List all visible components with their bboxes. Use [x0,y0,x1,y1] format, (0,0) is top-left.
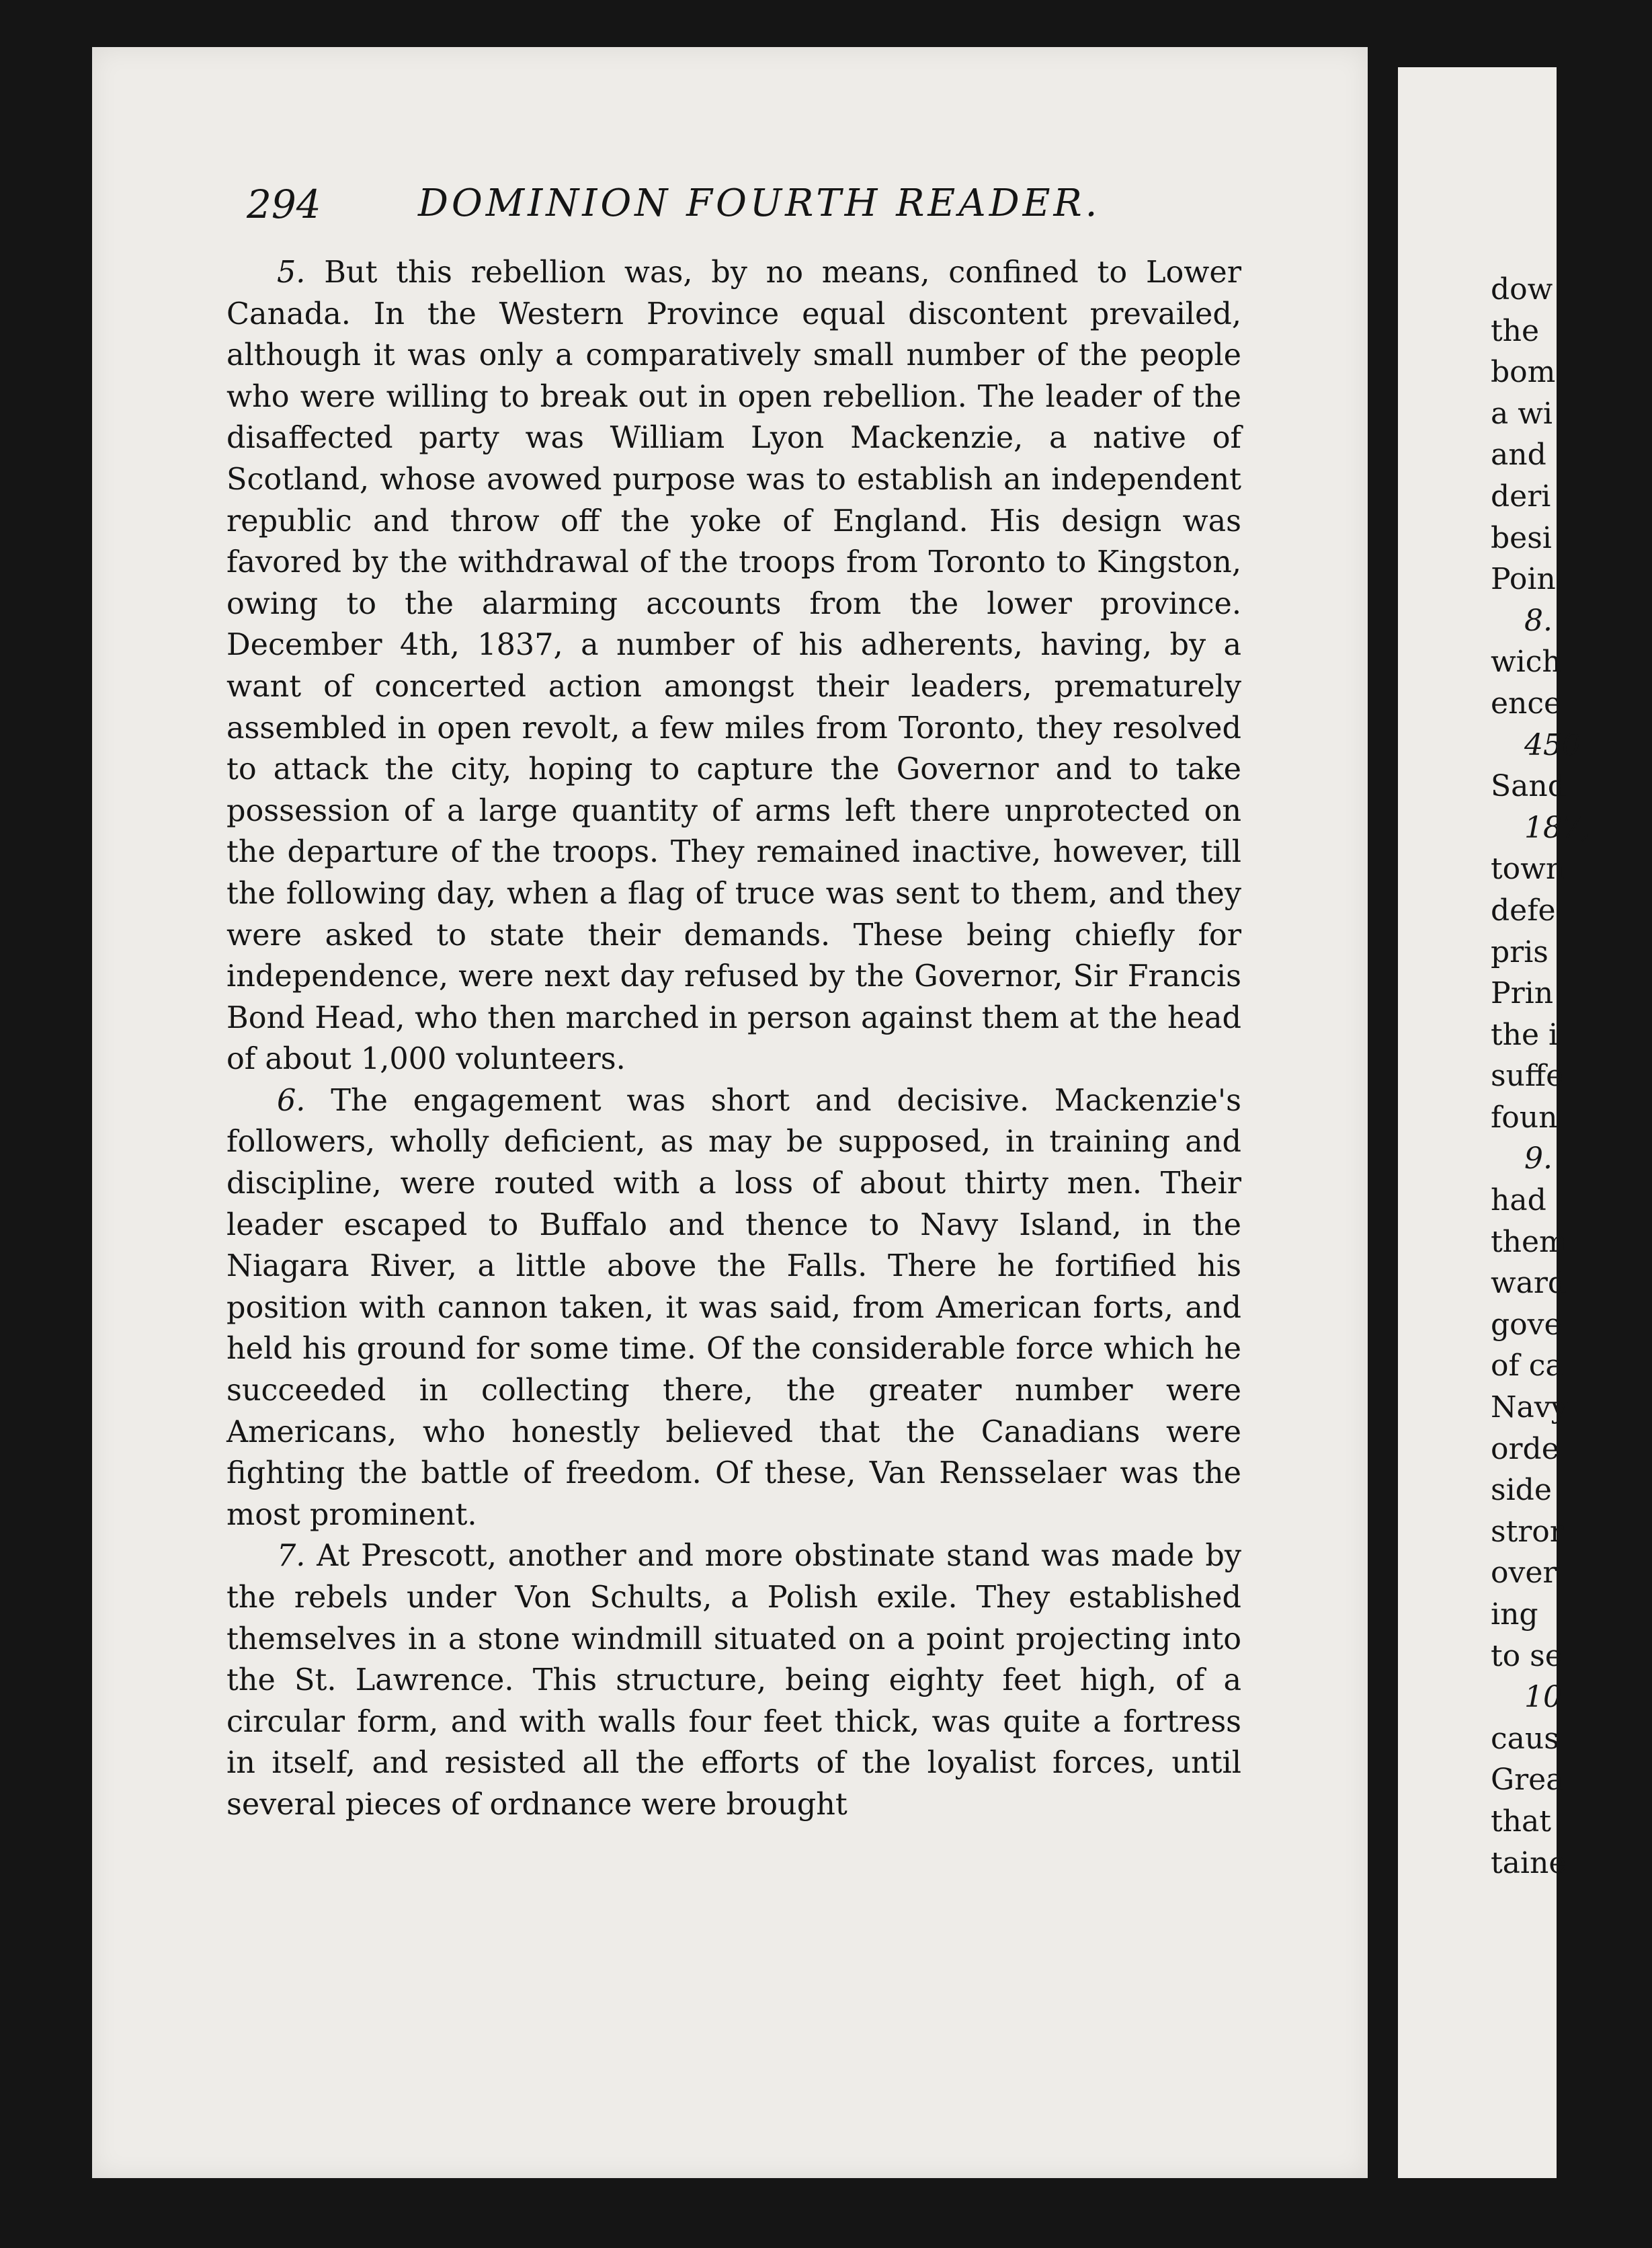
facing-page-line: ward [1491,1266,1567,1301]
paragraph-text: At Prescott, another and more obstinate stand was made by the rebels under Von Schults, a Polish exile. They established themselves in a stone windmill situated on a point projecting into the St. Lawrence. This structure, being eighty feet high, of a circular form, and with walls four feet thick, was quite a fortress in itself, and resisted all the efforts of the loyalist forces, until several pieces of ordnance were brought [226,1539,1241,1822]
facing-page-line: ing [1491,1597,1538,1632]
body-text [226,252,1241,1826]
facing-page-line: stror [1491,1514,1564,1549]
facing-page-line: wich [1491,645,1561,680]
facing-page-line: them [1491,1224,1567,1259]
facing-page-line: taine [1491,1845,1567,1880]
book-page [92,47,1368,2178]
paragraph [226,1535,1241,1825]
facing-page-line: defe [1491,893,1556,928]
paragraph-text: The engagement was short and decisive. Mackenzie's followers, wholly deficient, as may be supposed, in training and discipline, were routed with a loss of about thirty men. Their leader escaped to Buffalo and thence to Navy Island, in the Niagara River, a little above the Falls. There he fortified his position with cannon taken, it was said, from American forts, and held his ground for some time. Of the considerable force which he succeeded in collecting there, the greater number were Americans, who honestly believed that the Canadians were fighting the battle of freedom. Of these, Van Rensselaer was the most prominent. [226,1083,1241,1532]
facing-page-line: dow [1491,272,1553,307]
facing-page-line: 9. [1524,1141,1553,1176]
facing-page-line: a wi [1491,396,1553,431]
facing-page [1398,67,1590,2178]
facing-page-line: that [1491,1804,1551,1839]
facing-page-line: to se [1491,1638,1563,1673]
facing-page-line: deri [1491,479,1551,514]
facing-page-line: gove [1491,1307,1562,1342]
facing-page-line: suffe [1491,1059,1564,1094]
facing-page-line: caus [1491,1721,1559,1756]
facing-page-line: 8. [1524,603,1553,638]
facing-page-line: had [1491,1183,1546,1218]
facing-page-line: Sand [1491,769,1567,804]
facing-page-line: Prin [1491,976,1554,1011]
facing-page-line: over [1491,1556,1557,1591]
facing-page-line: besi [1491,520,1552,555]
facing-page-line: side [1491,1473,1552,1508]
paragraph-number: 5. [277,255,306,290]
facing-page-line: Poin [1491,562,1556,597]
facing-page-text [1491,269,1652,1884]
facing-page-line: ence [1491,686,1562,721]
facing-page-line: foun [1491,1100,1558,1135]
paragraph [226,1080,1241,1536]
running-title: DOMINION FOURTH READER. [418,182,1101,225]
facing-page-line: 187, [1524,810,1590,845]
facing-page-line: Navy [1491,1390,1568,1425]
facing-page-line: of ca [1491,1349,1563,1383]
facing-page-line: the i [1491,1017,1559,1052]
facing-page-line: and [1491,438,1546,473]
paragraph [226,252,1241,1080]
paragraph-number: 6. [277,1083,306,1118]
facing-page-line: 10 [1524,1680,1562,1715]
facing-page-line: bom [1491,355,1556,390]
facing-page-line: town [1491,852,1565,887]
facing-page-line: orde [1491,1431,1559,1466]
facing-page-line: 450 [1524,727,1581,762]
paragraph-text: But this rebellion was, by no means, confined to Lower Canada. In the Western Province equal discontent prevailed, although it was only a comparatively small number of the people who were willing to break out in open rebellion. The leader of the disaffected party was William Lyon Mackenzie, a native of Scotland, whose avowed purpose was to establish an independent republic and throw off the yoke of England. His design was favored by the withdrawal of the troops from Toronto to Kingston, owing to the alarming accounts from the lower province. December 4th, 1837, a number of his adherents, having, by a want of concerted action amongst their leaders, prematurely assembled in open revolt, a few miles from Toronto, they resolved to attack the city, hoping to capture the Governor and to take possession of a large quantity of arms left there unprotected on the departure of the troops. They remained inactive, however, till the following day, when a flag of truce was sent to them, and they were asked to state their demands. These being chiefly for independence, were next day refused by the Governor, Sir Francis Bond Head, who then marched in person against them at the head of about 1,000 volunteers. [226,255,1241,1077]
paragraph-number: 7. [277,1539,306,1574]
facing-page-line: Grea [1491,1763,1564,1798]
page-header [247,182,1188,242]
facing-page-line: the [1491,313,1540,348]
page-number: 294 [247,182,321,227]
facing-page-line: pris [1491,934,1548,969]
